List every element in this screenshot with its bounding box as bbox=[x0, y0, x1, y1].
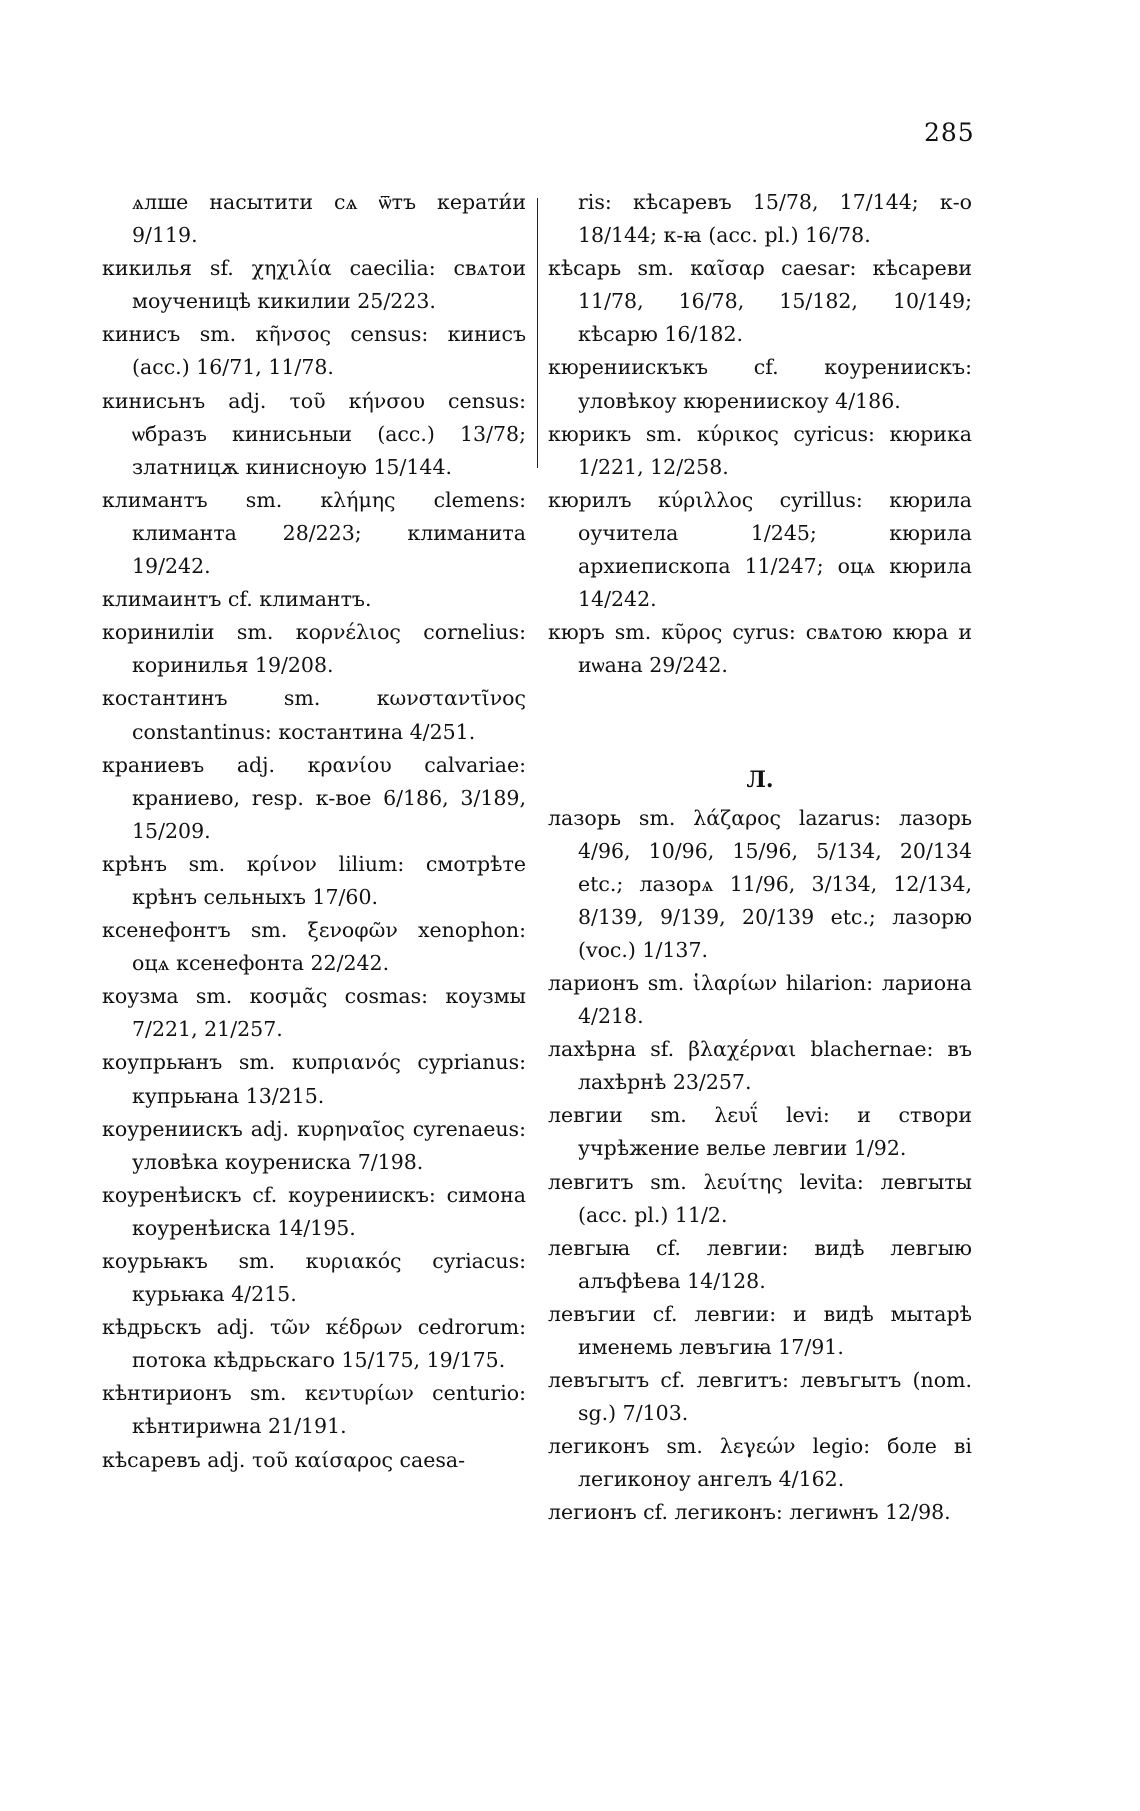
dictionary-entry: кюръ sm. κῦρος cyrus: свѧтою кюра и иѡана 29/242. bbox=[548, 620, 972, 678]
dictionary-entry: кѣсарь sm. καῖσαρ caesar: кѣсареви 11/78, 16/78, 15/182, 10/149; кѣсарю 16/182. bbox=[548, 256, 972, 347]
dictionary-entry: кѣдрьскъ adj. τῶν κέδρων cedrorum: потока кѣдрьскаго 15/175, 19/175. bbox=[102, 1315, 526, 1373]
dictionary-entry: лахѣрна sf. βλαχέρναι blachernae: въ лахѣрнѣ 23/257. bbox=[548, 1037, 972, 1095]
dictionary-entry: коуренѣискъ cf. коурениискъ: симона коуренѣиска 14/195. bbox=[102, 1182, 526, 1240]
dictionary-entry: коузма sm. κοσμᾶς cosmas: коузмы 7/221, 21/257. bbox=[102, 984, 526, 1042]
dictionary-entry: костантинъ sm. κωνσταντῖνος constantinus: костантина 4/251. bbox=[102, 686, 526, 744]
right-column bbox=[548, 186, 972, 1530]
dictionary-entry: климаинтъ cf. климантъ. bbox=[102, 587, 372, 612]
dictionary-entry: легиконъ sm. λεγεών legio: боле ві легиконоу ангелъ 4/162. bbox=[548, 1434, 972, 1492]
dictionary-entry: кюрилъ κύριλλος cyrillus: кюрила оучитела 1/245; кюрила архиепископа 11/247; оцѧ кюрила 14/242. bbox=[548, 487, 972, 612]
column-divider bbox=[537, 198, 538, 468]
dictionary-entry: коупрьꙗнъ sm. κυπριανός cyprianus: купрьꙗна 13/215. bbox=[102, 1050, 526, 1108]
dictionary-entry: левъгытъ cf. левгитъ: левъгытъ (nom. sg.) 7/103. bbox=[548, 1368, 972, 1426]
dictionary-entry: легионъ cf. легиконъ: легиѡнъ 12/98. bbox=[548, 1500, 951, 1525]
right-column-k-entries bbox=[548, 186, 972, 682]
dictionary-entry: климантъ sm. κλήμης clemens: климанта 28/223; климанита 19/242. bbox=[102, 487, 526, 579]
dictionary-entry: кинисъ sm. κῆνσος census: кинисъ (acc.) 16/71, 11/78. bbox=[102, 322, 526, 380]
dictionary-entry: кинисьнъ adj. τοῦ κήνσου census: ѡбразъ кинисьныи (acc.) 13/78; златницѫ кинисноую 15/144. bbox=[102, 388, 526, 479]
dictionary-entry: левгии sm. λευΐ levi: и створи учрѣжение велье левгии 1/92. bbox=[548, 1103, 972, 1161]
dictionary-entry: левгитъ sm. λευίτης levita: левгыты (acc. pl.) 11/2. bbox=[548, 1169, 972, 1227]
left-column bbox=[102, 186, 526, 1477]
dictionary-entry: коурьꙗкъ sm. κυριακός cyriacus: курьꙗка 4/215. bbox=[102, 1249, 526, 1307]
dictionary-entry: левгыꙗ cf. левгии: видѣ левгыю алъфѣева 14/128. bbox=[548, 1235, 972, 1293]
section-letter-l: Л. bbox=[746, 767, 774, 794]
dictionary-entry: кѣсаревъ adj. τοῦ καίσαρος caesa- bbox=[102, 1447, 466, 1472]
right-column-l-entries bbox=[548, 802, 972, 1530]
dictionary-entry: ксенефонтъ sm. ξενοφῶν xenophon: оцѧ ксенефонта 22/242. bbox=[102, 918, 526, 976]
dictionary-entry: кикилья sf. χηχιλία caecilia: свѧтои моученицѣ кикилии 25/223. bbox=[102, 256, 526, 314]
dictionary-entry: левъгии cf. левгии: и видѣ мытарѣ именемь левъгиꙗ 17/91. bbox=[548, 1301, 972, 1359]
dictionary-entry: кюрикъ sm. κύρικος cyricus: кюрика 1/221, 12/258. bbox=[548, 421, 972, 479]
dictionary-entry: лазорь sm. λάζαρος lazarus: лазорь 4/96, 10/96, 15/96, 5/134, 20/134 etc.; лазорѧ 11/96, 3/134, 12/134, 8/139, 9/139, 20/139 etc.; лазорю (voc.) 1/137. bbox=[548, 805, 972, 962]
dictionary-entry: ris: кѣсаревъ 15/78, 17/144; к-о 18/144; к-ꙗ (acc. pl.) 16/78. bbox=[578, 190, 972, 248]
dictionary-entry: коурениискъ adj. κυρηναῖος cyrenaeus: уловѣка коурениска 7/198. bbox=[102, 1116, 526, 1174]
dictionary-entry: крѣнъ sm. κρίνον lilium: смотрѣте крѣнъ сельныхъ 17/60. bbox=[102, 851, 526, 909]
dictionary-entry: кориниліи sm. κορνέλιος cornelius: коринилья 19/208. bbox=[102, 620, 526, 678]
page-number: 285 bbox=[924, 118, 975, 147]
dictionary-entry: кюрениискъкъ cf. коурениискъ: уловѣкоу кюрениискоу 4/186. bbox=[548, 355, 972, 413]
dictionary-entry: краниевъ adj. κρανίου calvariae: краниево, resp. к-вое 6/186, 3/189, 15/209. bbox=[102, 752, 526, 843]
dictionary-entry: кѣнтирионъ sm. κεντυρίων centurio: кѣнтириѡна 21/191. bbox=[102, 1381, 526, 1439]
dictionary-entry: ѧлше насытити сѧ ѿтъ керати́и 9/119. bbox=[132, 190, 526, 248]
dictionary-entry: ларионъ sm. ἱλαρίων hilarion: лариона 4/218. bbox=[548, 970, 972, 1029]
